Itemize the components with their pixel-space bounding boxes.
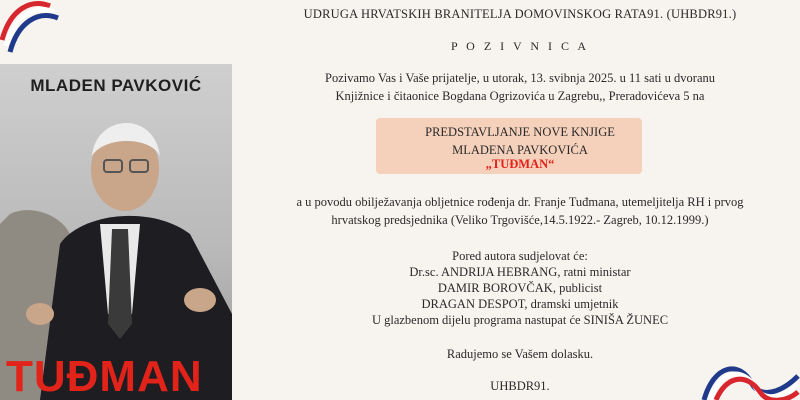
book-title: „TUĐMAN“ bbox=[485, 157, 555, 171]
invitation-line-2: Knjižnice i čitaonice Bogdana Ogrizovića u Zagrebu,, Preradovićeva 5 na bbox=[335, 89, 705, 103]
participant-item: DAMIR BOROVČAK, publicist bbox=[437, 281, 603, 295]
book-cover bbox=[0, 64, 232, 400]
invitation-line-1: Pozivamo Vas i Vaše prijatelje, u utorak, 13. svibnja 2025. u 11 sati u dvoranu bbox=[325, 71, 715, 85]
book-presentation-line-1: PREDSTAVLJANJE NOVE KNJIGE bbox=[425, 125, 615, 139]
invitation-heading: P O Z I V N I C A bbox=[450, 39, 590, 53]
closing-text: Radujemo se Vašem dolasku. bbox=[446, 347, 594, 361]
cover-author-name: MLADEN PAVKOVIĆ bbox=[30, 76, 202, 95]
participant-item: Dr.sc. ANDRIJA HEBRANG, ratni ministar bbox=[409, 265, 631, 279]
organization-name: UDRUGA HRVATSKIH BRANITELJA DOMOVINSKOG RATA91. (UHBDR91.) bbox=[303, 7, 737, 21]
author-portrait-illustration bbox=[0, 64, 232, 400]
participants-intro: Pored autora sudjelovat će: bbox=[452, 249, 588, 263]
occasion-line-2: hrvatskog predsjednika (Veliko Trgovišće,14.5.1922.- Zagreb, 10.12.1999.) bbox=[331, 213, 709, 227]
music-program: U glazbenom dijelu programa nastupat će SINIŠA ŽUNEC bbox=[371, 313, 669, 327]
croatian-flag-ribbon-top-left bbox=[0, 0, 60, 60]
book-presentation-line-2: MLADENA PAVKOVIĆA bbox=[452, 143, 588, 157]
participant-item: DRAGAN DESPOT, dramski umjetnik bbox=[421, 297, 619, 311]
occasion-line-1: a u povodu obilježavanja obljetnice rođenja dr. Franje Tuđmana, utemeljitelja RH i prvog bbox=[296, 195, 744, 209]
signature: UHBDR91. bbox=[490, 379, 550, 393]
cover-book-title: TUĐMAN bbox=[6, 352, 203, 400]
